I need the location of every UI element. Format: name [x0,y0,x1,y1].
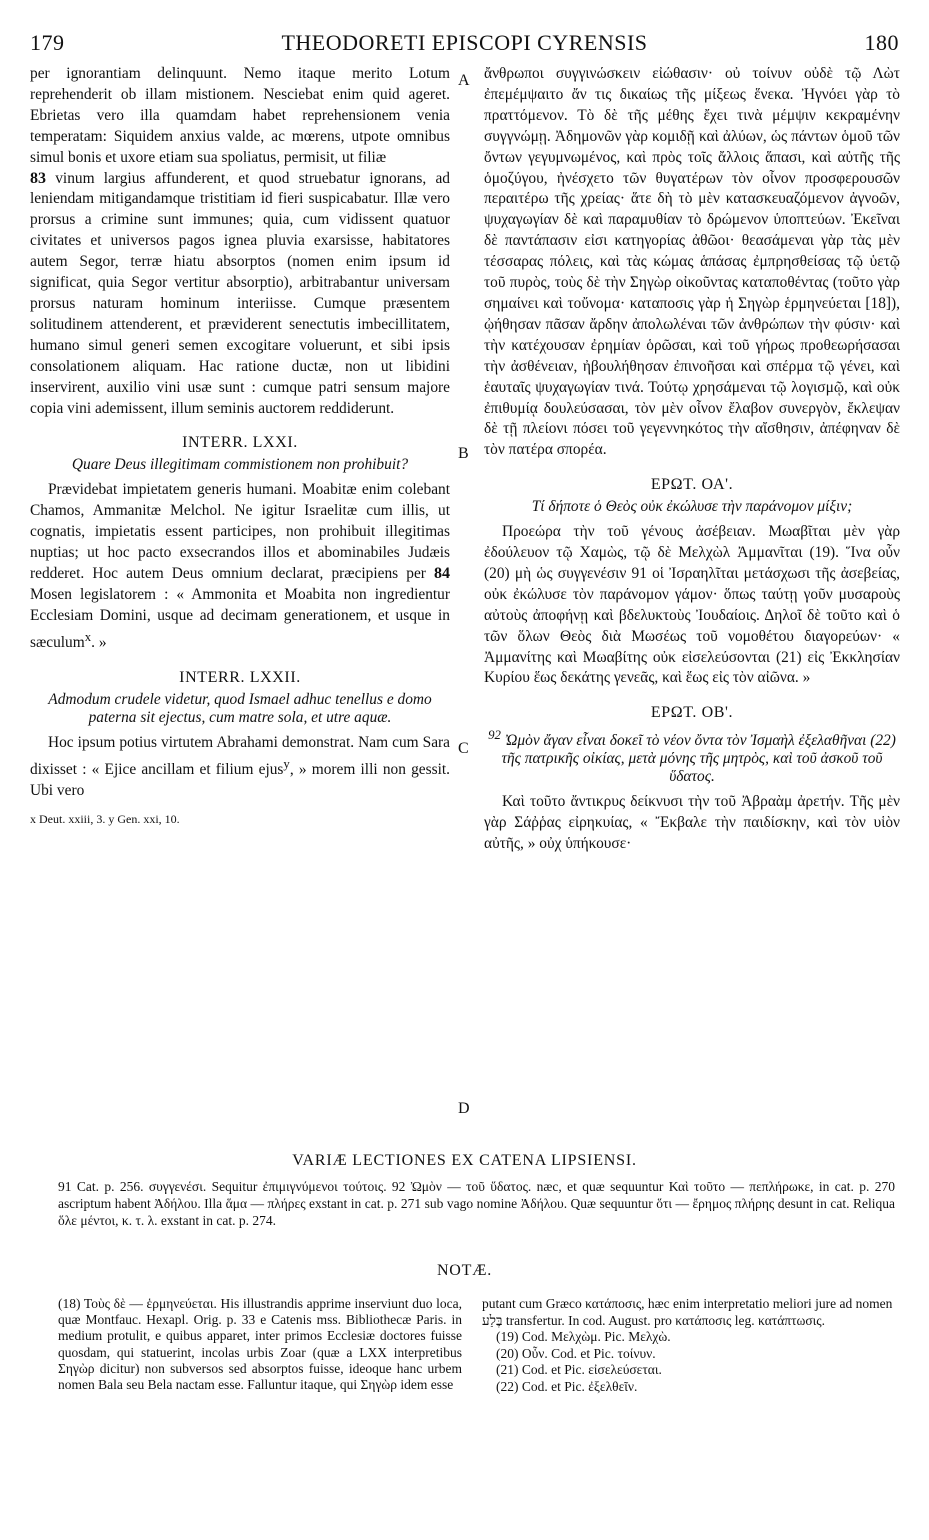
greek-answer-72: Καὶ τοῦτο ἄντικρυς δείκνυσι τὴν τοῦ Ἀβραὰμ ἀρετήν. Τῆς μὲν γὰρ Σάῤῥας εἰρηκυίας, « Ἔκβαλε τὴν παιδίσκην, καὶ τὸν υἱὸν αὐτῆς, » οὐχ ὑπήκουσε· [484,793,900,853]
greek-answer-71: Προεώρα τὴν τοῦ γένους ἀσέβειαν. Μωαβῖται μὲν γὰρ ἐδούλευον τῷ Χαμὼς, τῷ δὲ Μελχὼλ Ἀμμανῖται (19). Ἵνα οὖν (20) μὴ ὡς συγγενέσιν 91 οἱ Ἰσραηλῖται μετάσχωσι τῆς ἀσεβείας, οὐκ ἐκώλυσε τὸν παράνομον γάμον· ὅπως ταύτῃ γοῦν μυσαροὺς αὐτοὺς ἀποφήνῃ καὶ βδελυκτοὺς Ἰουδαίοις. Δηλοῖ δὲ τοῦτο καὶ ὁ τῶν ὅλων Θεὸς διὰ Μωσέως τοῦ νομοθέτου διαγορεύων· « Ἀμμανίτης καὶ Μωαβίτης οὐκ εἰσελεύσονται (21) εἰς Ἐκκλησίαν Κυρίου ἕως δεκάτης γενεᾶς, καὶ ἕως εἰς τὸν αἰῶνα. » [484,523,900,687]
margin-letter-b: B [458,445,469,462]
page-header [30,30,899,62]
latin-question-heading-72: INTERR. LXXII. [179,668,301,686]
note-19: (19) Cod. Μελχὼμ. Pic. Μελχὼ. [496,1329,671,1345]
variae-lectiones-text: 91 Cat. p. 256. συγγενέσι. Sequitur ἐπιμιγνύμενοι τούτοις. 92 Ὠμὸν — τοῦ ὕδατος. næc, et quæ sequuntur Καὶ τοῦτο — πεπλήρωκε, in cat. p. 270 ascriptum habent Ἀδήλου. Illa ἅμα — πλήρες exstant in cat. p. 271 sub vago nomine Ἀδήλου. Quæ sequuntur ὅτι — ἔρημος πλήρης desunt in cat. Reliqua ὅλε μέντοι, κ. τ. λ. exstant in cat. p. 274. [58,1179,895,1228]
greek-column [484,64,900,855]
greek-question-71: Τί δήποτε ὁ Θεὸς οὐκ ἐκώλυσε τὴν παράνομον μίξιν; [531,498,853,516]
greek-question-72: Ὠμὸν ἄγαν εἶναι δοκεῖ τὸ νέον ὄντα τὸν Ἰσμαὴλ ἐξελαθῆναι (22) τῆς πατρικῆς οἰκίας, μετὰ μόνης τῆς μητρὸς, καὶ τοῦ ἀσκοῦ τοῦ ὕδατος. [501,732,896,786]
variae-lectiones-title: VARIÆ LECTIONES EX CATENA LIPSIENSI. [292,1152,637,1169]
margin-letter-d: D [458,1100,470,1117]
note-22: (22) Cod. et Pic. ἐξελθεῖν. [496,1378,638,1394]
latin-paragraph-1: per ignorantiam delinquunt. Nemo itaque merito Lotum reprehenderit ob illam mistionem. Nesciebat enim quid ageret. Ebrietas vero illa quamdam habet reprehensionem venia temperatam: Siquidem anxius valde, ac mœrens, utpote omnibus simul bonis et uxore etiam sua spoliatus, permisit, ut filiæ [30,65,450,166]
scripture-references: x Deut. xxiii, 3. y Gen. xxi, 10. [30,812,180,827]
footnote-marker-x: x [84,629,92,644]
notae-title: NOTÆ. [436,1262,493,1279]
latin-answer-72-a: Hoc ipsum potius virtutem Abrahami demonstrat. Nam cum Sara dixisset : « Ejice ancillam et filium ejus [30,733,450,778]
latin-answer-71-b: Mosen legislatorem : « Ammonita et Moabita non ingredientur Ecclesiam Domini, usque ad decimam generationem, et usque in sæculum [30,585,450,651]
greek-question-heading-71: ΕΡΩΤ. ΟΑ'. [650,476,734,494]
latin-answer-72-b: , » morem illi non gessit. Ubi vero [30,760,450,799]
margin-number-83: 83 [30,169,46,187]
margin-letter-a: A [458,72,470,89]
margin-letter-c: C [458,740,469,757]
latin-question-71: Quare Deus illegitimam commistionem non prohibuit? [71,456,409,474]
latin-question-72: Admodum crudele videtur, quod Ismael adhuc tenellus e domo paterna sit ejectus, cum matre sola, et utre aquæ. [48,690,432,726]
note-21: (21) Cod. et Pic. εἰσελεύσεται. [496,1362,662,1378]
latin-answer-71-a: Prævidebat impietatem generis humani. Moabitæ enim colebant Chamos, Ammanitæ Melchol. Ne igitur Israelitæ cum illis, ut cognatis, impietatis essent participes, non prohibuit illegitimas nuptias; ut hoc pacto exsecrandos illos et abominabiles Judæis redderet. Hoc autem Deus omnium declarat, præcipiens per [30,481,450,582]
latin-answer-71-end: . » [91,633,107,651]
note-20: (20) Οὖν. Cod. et Pic. τοίνυν. [496,1345,656,1361]
greek-paragraph-1: ἄνθρωποι συγγινώσκειν εἰώθασιν· οὐ τοίνυν οὐδὲ τῷ Λὼτ ἐπεμέμψαιτο ἄν τις δικαίως τῆς μίξεως ἕνεκα. Ἠγνόει γὰρ τὸ πραττόμενον. Τὸ δὲ τῆς μέθης ἔχει τινὰ μέμψιν κεκραμένην συγγνώμῃ. Ἀδημονῶν γὰρ κομιδῇ καὶ ἀλύων, ὡς πάντων ὁμοῦ τῶν ὄντων γεγυμνωμένος, καὶ πρὸς τοῖς ἄλλοις ἅπασι, καὶ αὐτῆς τῆς ὁμοζύγου, ἠνέσχετο τῶν θυγατέρων τὸν οἶνον προσφερουσῶν περαιτέρω τῆς χρείας· ἅτε δὴ τὸ μὲν κατασκευαζόμενον ἀγνοῶν, ψυχαγωγίαν δὲ καὶ παραμυθίαν τὸ δρώμενον ὑποπτεύων. Ἐκεῖναι δὲ παντάπασιν εἰσι κατηγορίας ἀθῶοι· θεασάμεναι γὰρ τὰς μὲν τέσσαρας πόλεις, καὶ τὰς κώμας ἁπάσας ἐμπρησθείσας τῷ ὑετῷ τοῦ πυρὸς, τοὺς δὲ τὴν Σηγὼρ οἰκοῦντας καταποθέντας (τοῦτο γὰρ σημαίνει καὶ τοὔνομα· καταποσις γὰρ ἡ Σηγὼρ ἑρμηνεύεται [18]), ᾠήθησαν πᾶσαν ἄρδην ἀπολωλέναι τῶν ἀνθρώπων τὴν φύσιν· καὶ τὴν κατέχουσαν ἐρημίαν ὁρῶσαι, καὶ τοῦ γήρως προθεωρήσασαι τὴν ἀσθένειαν, ἠβουλήθησαν ἐπινοῆσαι καὶ σπέρμα τῷ γένει, καὶ ἑαυταῖς ψυχαγωγίαν τινά. Τούτῳ χρησάμεναι τῷ λογισμῷ, καὶ οὐκ ἐπιθυμίᾳ δουλεύσασαι, τὸν μὲν οἶνον ἔλαβον συνεργὸν, ἔκλεψαν δὲ τῇ πλείονι πόσει τοῦ γεγεννηκότος τὴν αἴσθησιν, ἀπέφηναν δὲ τὸν πατέρα σπορέα. [484,65,900,459]
latin-question-heading-71: INTERR. LXXI. [182,434,298,452]
greek-question-heading-72: ΕΡΩΤ. ΟΒ'. [650,704,734,722]
page-number-right: 180 [864,30,899,55]
variant-marker-92: 92 [488,728,501,743]
latin-column [30,64,450,830]
margin-number-84: 84 [434,564,450,582]
notes-right-column [482,1296,900,1396]
note-18-continued: putant cum Græco κατάποσις, hæc enim interpretatio meliori jure ad nomen בֶּלַע transfertur. In cod. August. pro κατάποσις leg. κατάπτωσις. [482,1296,893,1328]
running-title: THEODORETI EPISCOPI CYRENSIS [281,30,648,55]
note-18: (18) Τοὺς δὲ — ἑρμηνεύεται. His illustrandis apprime inserviunt duo loca, quæ Montfauc. Hexapl. Orig. p. 33 e Catenis mss. Bibliothecæ Paris. in medium protulit, e quibus apparet, inter primos Ecclesiæ doctores fuisse quosdam, qui statuerint, incolas urbis Zoar (quæ a LXX interpretibus Σηγὼρ dicitur) non subversos sed absorptos fuisse, ideoque hanc urbem nomen Bala seu Bela nactam esse. Falluntur itaque, qui Σηγὼρ idem esse [58,1296,462,1393]
page-number-left: 179 [30,30,65,55]
footnote-marker-y: y [283,756,290,771]
latin-paragraph-1b: vinum largius affunderent, et quod struebatur ignorans, ad leniendam mitigandamque tristitiam id fieri suspicabatur. Illæ vero prorsus a crimine sunt immunes; quia, cum vidissent quatuor civitates et universos pagos ignea pluvia exarsisse, habitatores autem Segor, terræ hiatu absorptos (nomen enim ipsum id significat, quia Segor vertitur absorptio), arbitrabantur universam prorsus naturam hominum interiisse. Cumque præsentem solitudinem attenderent, et præviderent senectutis imbecillitatem, humano simul generi semen excogitare voluerunt, et sibi ipsis consolationem aliquam. Hac ratione ductæ, non ut libidini inservirent, auxilio vini usæ sunt : cumque patri sensum majore copia vini ademissent, illum seminis auctorem reddiderunt. [30,169,450,417]
